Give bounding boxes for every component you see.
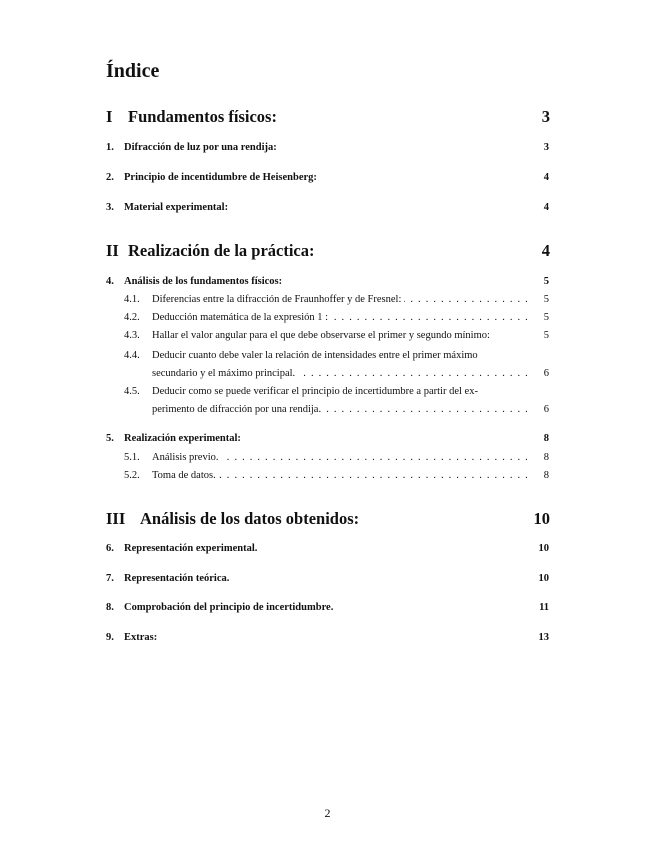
subsection-title: Diferencias entre la difracción de Fraunhoffer y de Fresnel: bbox=[152, 294, 404, 305]
section-page: 10 bbox=[538, 573, 549, 584]
section-title: Difracción de luz por una rendija: bbox=[124, 142, 277, 153]
page-number: 2 bbox=[324, 806, 331, 820]
subsection-title-line2: secundario y el máximo principal. bbox=[152, 368, 298, 379]
subsection-page: 8 bbox=[543, 452, 549, 463]
section-page: 4 bbox=[543, 172, 549, 183]
subsection-title-line1: Deducir como se puede verificar el principio de incertidumbre a partir del ex- bbox=[152, 386, 478, 397]
subsection-title-line1: Deducir cuanto debe valer la relación de intensidades entre el primer máximo bbox=[152, 350, 478, 361]
toc-section[interactable] bbox=[106, 142, 549, 153]
part-page: 4 bbox=[541, 241, 550, 260]
section-title: Extras: bbox=[124, 632, 158, 643]
toc-title: Índice bbox=[106, 60, 160, 82]
toc-part[interactable] bbox=[106, 107, 550, 127]
subsection-title-line2: perimento de difracción por una rendija. bbox=[152, 404, 324, 415]
toc-section[interactable] bbox=[106, 543, 549, 554]
toc-part[interactable] bbox=[106, 241, 550, 261]
toc-subsection[interactable] bbox=[124, 308, 549, 327]
section-number: 5. bbox=[106, 433, 114, 444]
subsection-title: Hallar el valor angular para el que debe observarse el primer y segundo mínimo: bbox=[152, 330, 493, 341]
section-title: Principio de incentidumbre de Heisenberg: bbox=[124, 172, 317, 183]
section-page: 10 bbox=[538, 543, 549, 554]
subsection-page: 5 bbox=[543, 312, 549, 323]
section-number: 7. bbox=[106, 573, 114, 584]
toc-subsection[interactable] bbox=[124, 383, 549, 419]
section-page: 8 bbox=[543, 433, 549, 444]
toc-subsection[interactable] bbox=[124, 466, 549, 485]
subsection-number: 4.5. bbox=[124, 386, 140, 397]
part-page: 3 bbox=[541, 107, 550, 126]
section-number: 3. bbox=[106, 202, 114, 213]
section-title: Representación teórica. bbox=[124, 573, 230, 584]
subsection-number: 4.2. bbox=[124, 312, 140, 323]
toc-section[interactable] bbox=[106, 573, 549, 584]
section-number: 8. bbox=[106, 602, 114, 613]
toc-section[interactable] bbox=[106, 602, 549, 613]
section-title: Representación experimental. bbox=[124, 543, 258, 554]
section-page: 4 bbox=[543, 202, 549, 213]
toc-part[interactable] bbox=[106, 509, 550, 529]
subsection-number: 4.3. bbox=[124, 330, 140, 341]
section-number: 4. bbox=[106, 276, 114, 287]
toc-subsection[interactable] bbox=[124, 448, 549, 467]
section-title: Comprobación del principio de incertidumbre. bbox=[124, 602, 334, 613]
toc-section[interactable] bbox=[106, 172, 549, 183]
subsection-page: 5 bbox=[543, 294, 549, 305]
section-number: 9. bbox=[106, 632, 114, 643]
toc-subsection[interactable] bbox=[124, 290, 549, 309]
subsection-page: 6 bbox=[543, 368, 549, 379]
subsection-page: 8 bbox=[543, 470, 549, 481]
section-page: 13 bbox=[538, 632, 549, 643]
subsection-number: 5.2. bbox=[124, 470, 140, 481]
section-number: 6. bbox=[106, 543, 114, 554]
section-title: Análisis de los fundamentos físicos: bbox=[124, 276, 283, 287]
part-title: Análisis de los datos obtenidos: bbox=[140, 509, 360, 528]
subsection-title: Toma de datos. bbox=[152, 470, 219, 481]
subsection-page: 6 bbox=[543, 404, 549, 415]
section-title: Realización experimental: bbox=[124, 433, 241, 444]
toc-section[interactable] bbox=[106, 276, 549, 287]
subsection-title: Análisis previo. bbox=[152, 452, 222, 463]
part-title: Fundamentos físicos: bbox=[128, 107, 277, 126]
section-page: 3 bbox=[543, 142, 549, 153]
subsection-number: 5.1. bbox=[124, 452, 140, 463]
subsection-number: 4.4. bbox=[124, 350, 140, 361]
section-number: 1. bbox=[106, 142, 114, 153]
toc-section[interactable] bbox=[106, 632, 549, 643]
toc-section[interactable] bbox=[106, 433, 549, 444]
subsection-number: 4.1. bbox=[124, 294, 140, 305]
section-page: 11 bbox=[539, 602, 549, 613]
subsection-page: 5 bbox=[543, 330, 549, 341]
section-number: 2. bbox=[106, 172, 114, 183]
section-title: Material experimental: bbox=[124, 202, 229, 213]
toc-subsection[interactable] bbox=[124, 347, 549, 383]
subsection-title: Deducción matemática de la expresión 1 : bbox=[152, 312, 331, 323]
part-number: I bbox=[106, 107, 113, 126]
section-page: 5 bbox=[543, 276, 549, 287]
toc-section[interactable] bbox=[106, 202, 549, 213]
part-number: III bbox=[106, 509, 126, 528]
part-number: II bbox=[106, 241, 119, 260]
part-title: Realización de la práctica: bbox=[128, 241, 315, 260]
part-page: 10 bbox=[533, 509, 550, 528]
toc-subsection[interactable] bbox=[124, 326, 549, 345]
